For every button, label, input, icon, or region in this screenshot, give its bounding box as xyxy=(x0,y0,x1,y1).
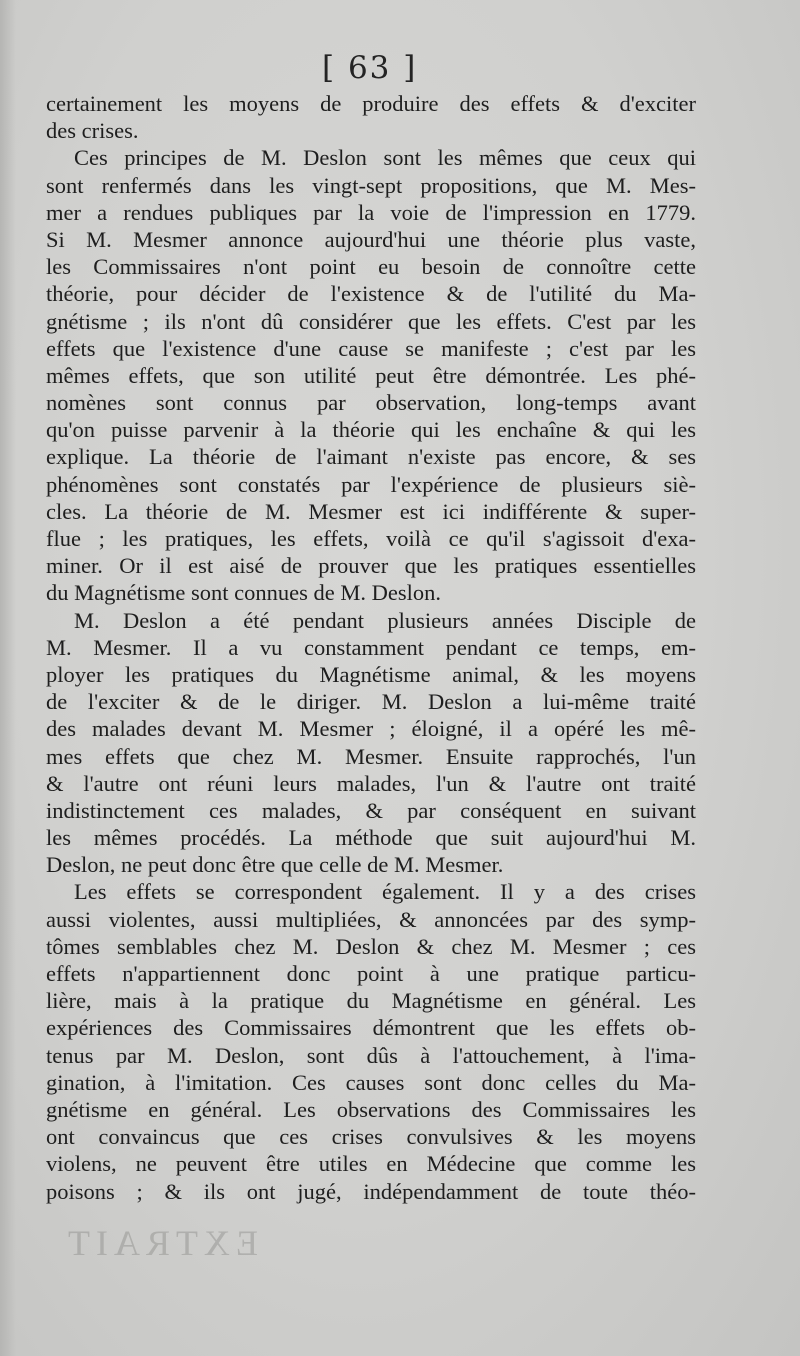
text-line: des malades devant M. Mesmer ; éloigné, il a opéré les mê- xyxy=(46,716,696,742)
text-line: Deslon, ne peut donc être que celle de M. Mesmer. xyxy=(46,852,504,878)
text-line: des crises. xyxy=(46,118,139,144)
text-line: qu'on puisse parvenir à la théorie qui les enchaîne & qui les xyxy=(46,417,696,443)
text-line: mer a rendues publiques par la voie de l'impression en 1779. xyxy=(46,199,696,225)
page-edge-shadow xyxy=(0,0,16,1356)
text-line: phénomènes sont constatés par l'expérience de plusieurs siè- xyxy=(46,471,696,497)
text-line: gnétisme en général. Les observations des Commissaires les xyxy=(46,1096,696,1122)
text-line: flue ; les pratiques, les effets, voilà ce qu'il s'agissoit d'exa- xyxy=(46,526,696,551)
page-number: [ 63 ] xyxy=(322,50,418,86)
text-line: les Commissaires n'ont point eu besoin de connoître cette xyxy=(46,254,696,280)
text-line: du Magnétisme sont connues de M. Deslon. xyxy=(46,580,441,606)
text-line: mes effets que chez M. Mesmer. Ensuite rapprochés, l'un xyxy=(46,743,696,769)
text-line: Les effets se correspondent également. Il y a des crises xyxy=(74,879,696,905)
text-line: gination, à l'imitation. Ces causes sont donc celles du Ma- xyxy=(46,1069,696,1095)
text-line: tenus par M. Deslon, sont dûs à l'attouchement, à l'ima- xyxy=(46,1042,696,1068)
text-line: M. Mesmer. Il a vu constamment pendant ce temps, em- xyxy=(46,634,696,660)
text-line: nomènes sont connus par observation, long-temps avant xyxy=(46,390,696,416)
bleed-through-text: EXTRAIT xyxy=(62,1223,258,1263)
text-line: mêmes effets, que son utilité peut être démontrée. Les phé- xyxy=(46,362,696,388)
text-line: explique. La théorie de l'aimant n'existe pas encore, & ses xyxy=(46,444,696,470)
text-line: M. Deslon a été pendant plusieurs années Disciple de xyxy=(74,607,696,633)
text-line: & l'autre ont réuni leurs malades, l'un & l'autre ont traité xyxy=(46,770,696,796)
text-line: lière, mais à la pratique du Magnétisme en général. Les xyxy=(46,988,696,1014)
text-line: cles. La théorie de M. Mesmer est ici indifférente & super- xyxy=(46,498,696,524)
text-line: violens, ne peuvent être utiles en Médecine que comme les xyxy=(46,1151,696,1177)
text-line: aussi violentes, aussi multipliées, & annoncées par des symp- xyxy=(46,906,696,932)
text-line: de l'exciter & de le diriger. M. Deslon a lui-même traité xyxy=(46,689,696,715)
text-line: théorie, pour décider de l'existence & de l'utilité du Ma- xyxy=(46,281,696,307)
text-line: Ces principes de M. Deslon sont les mêmes que ceux qui xyxy=(74,145,696,171)
text-line: les mêmes procédés. La méthode que suit aujourd'hui M. xyxy=(46,825,696,851)
body-text xyxy=(46,90,696,1205)
text-line: effets que l'existence d'une cause se manifeste ; c'est par les xyxy=(46,335,696,361)
text-line: poisons ; & ils ont jugé, indépendamment de toute théo- xyxy=(46,1178,696,1204)
text-line: sont renfermés dans les vingt-sept propositions, que M. Mes- xyxy=(46,172,696,198)
text-line: gnétisme ; ils n'ont dû considérer que les effets. C'est par les xyxy=(46,308,696,334)
text-line: effets n'appartiennent donc point à une pratique particu- xyxy=(46,961,696,986)
text-line: indistinctement ces malades, & par conséquent en suivant xyxy=(46,797,696,823)
text-line: miner. Or il est aisé de prouver que les pratiques essentielles xyxy=(46,553,696,579)
text-line: tômes semblables chez M. Deslon & chez M. Mesmer ; ces xyxy=(46,933,696,959)
text-line: ont convaincus que ces crises convulsives & les moyens xyxy=(46,1124,696,1150)
text-line: expériences des Commissaires démontrent que les effets ob- xyxy=(46,1015,696,1041)
text-line: ployer les pratiques du Magnétisme animal, & les moyens xyxy=(46,661,696,687)
text-line: certainement les moyens de produire des effets & d'exciter xyxy=(46,91,696,116)
text-line: Si M. Mesmer annonce aujourd'hui une théorie plus vaste, xyxy=(46,226,696,252)
